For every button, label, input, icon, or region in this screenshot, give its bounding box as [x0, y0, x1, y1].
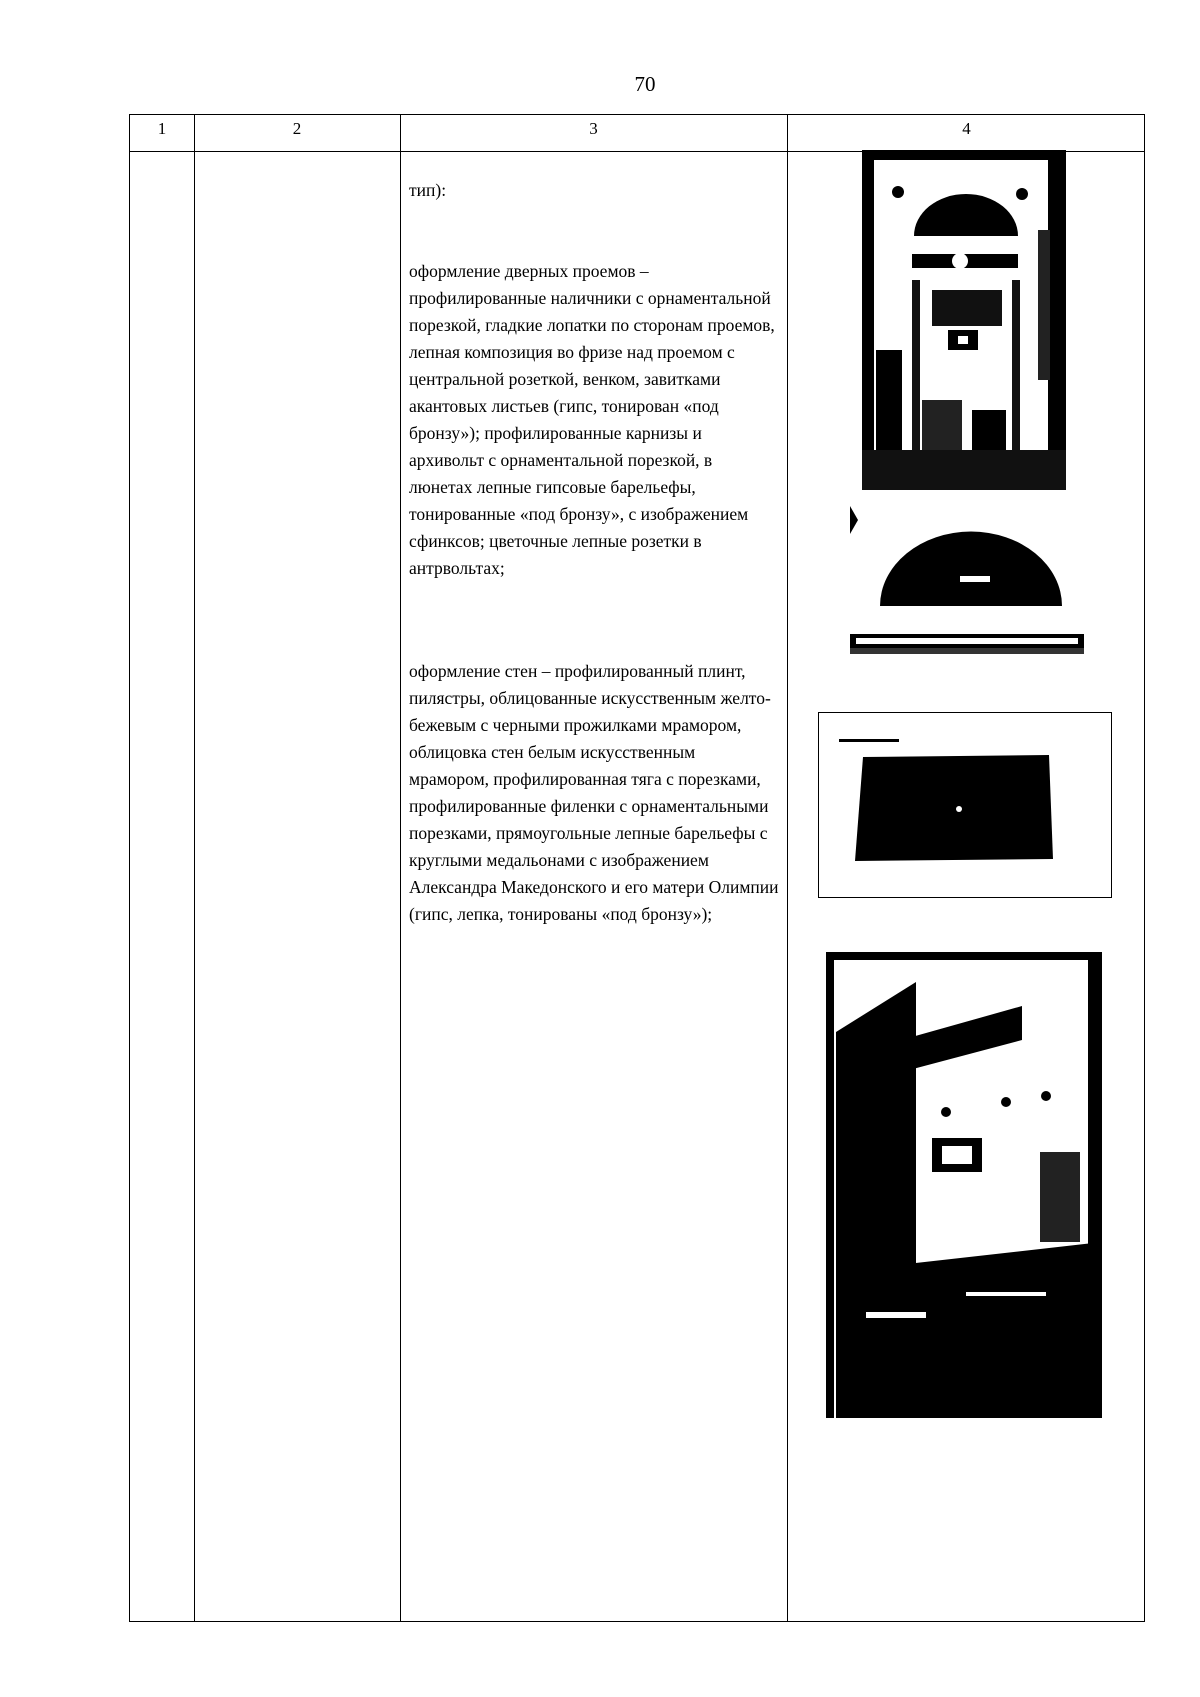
column-header-4: 4 [962, 119, 971, 138]
column-divider [400, 115, 401, 1621]
column-header-2: 2 [292, 119, 302, 138]
paragraph-walls: оформление стен – профилированный плинт, пилястры, облицованные искусственным желто-бежевым с черными прожилками мрамором, облицовка стен белым искусственным мрамором, профилированная тяга с порезками, профилированные филенки с орнаментальными порезками, прямоугольные лепные барельефы с круглыми медальонами с изображением Александра Македонского и его матери Олимпии (гипс, лепка, тонированы «под бронзу»); [409, 661, 779, 924]
column-header-3: 3 [589, 119, 598, 138]
lunette-sphinx-photo [850, 500, 1084, 660]
paragraph-door-openings: оформление дверных проемов – профилированные наличники с орнаментальной порезкой, гладкие лопатки по сторонам проемов, лепная композиция во фризе над проемом с центральной розеткой, венком, завитками акантовых листьев (гипс, тонирован «под бронзу»); профилированные карнизы и архивольт с орнаментальной порезкой, в люнетах лепные гипсовые барельефы, тонированные «под бронзу», с изображением сфинксов; цветочные лепные розетки в антрвольтах; [409, 261, 775, 578]
page-number: 70 [634, 72, 656, 96]
wall-panel-photo [818, 712, 1112, 898]
column-divider [787, 115, 788, 1621]
doorway-photo [862, 150, 1066, 490]
column-divider [194, 115, 195, 1621]
interior-corner-photo [826, 952, 1102, 1418]
paragraph-type-end: тип): [409, 180, 447, 200]
column-header-1: 1 [157, 119, 167, 138]
